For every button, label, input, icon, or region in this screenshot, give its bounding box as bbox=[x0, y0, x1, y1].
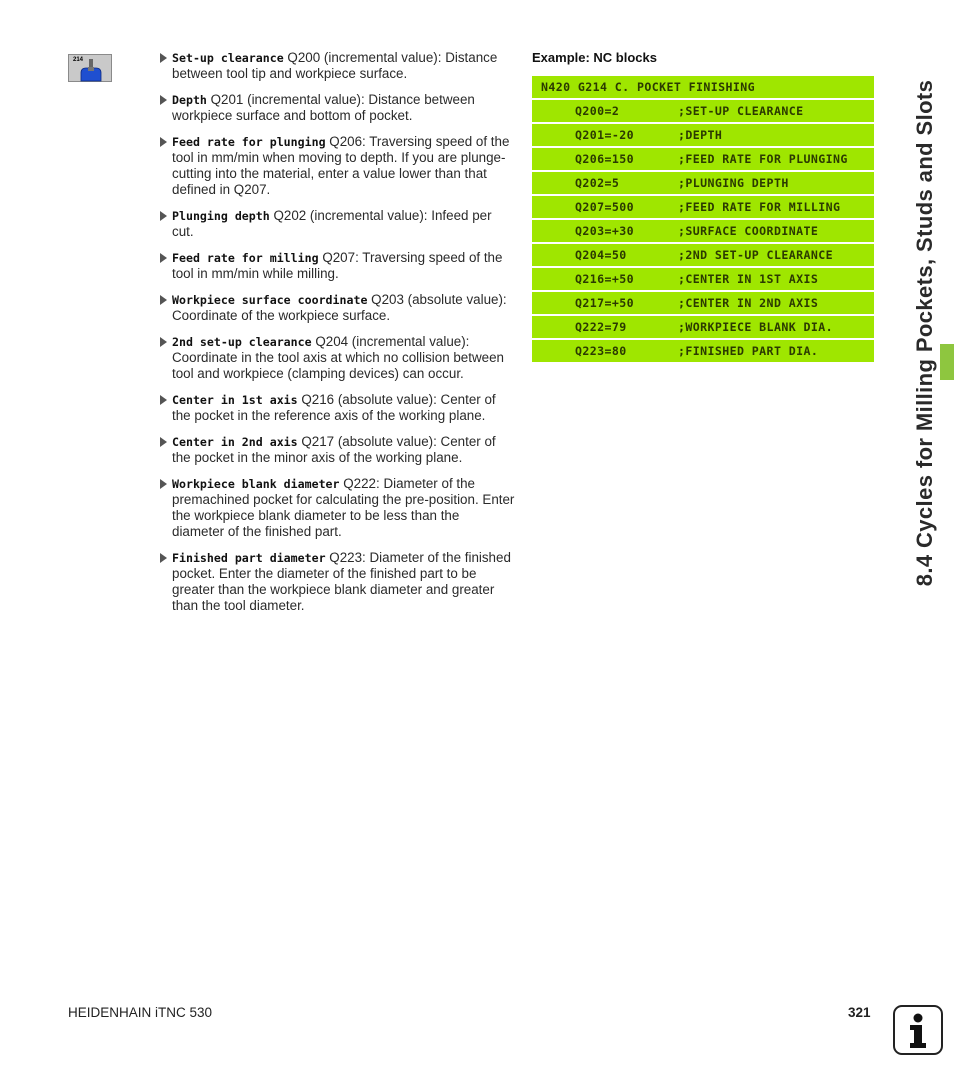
parameter-name: Set-up clearance bbox=[172, 51, 284, 65]
parameter-description: Q207: Traversing speed of the tool in mm/min while milling. bbox=[172, 250, 503, 281]
bullet-arrow-icon bbox=[160, 295, 167, 305]
parameter-description: Q201 (incremental value): Distance between workpiece surface and bottom of pocket. bbox=[172, 92, 475, 123]
parameter-name: Workpiece surface coordinate bbox=[172, 293, 368, 307]
nc-param: Q201=-20 bbox=[575, 128, 635, 142]
cycle-number: 214 bbox=[73, 57, 84, 63]
nc-param: Q202=5 bbox=[575, 176, 620, 190]
parameter-item bbox=[160, 392, 515, 424]
page-number: 321 bbox=[848, 1005, 871, 1020]
nc-param: Q223=80 bbox=[575, 344, 627, 358]
parameter-name: Center in 2nd axis bbox=[172, 435, 298, 449]
nc-param: Q203=+30 bbox=[575, 224, 635, 238]
nc-row bbox=[532, 148, 874, 170]
example-title: Example: NC blocks bbox=[532, 50, 657, 65]
nc-comment: ;2ND SET-UP CLEARANCE bbox=[678, 248, 833, 262]
bullet-arrow-icon bbox=[160, 337, 167, 347]
nc-row bbox=[532, 340, 874, 362]
parameter-description: Q203 (absolute value): Coordinate of the workpiece surface. bbox=[172, 292, 507, 323]
parameter-name: Feed rate for plunging bbox=[172, 135, 326, 149]
nc-block-listing bbox=[532, 76, 874, 364]
nc-comment: ;WORKPIECE BLANK DIA. bbox=[678, 320, 833, 334]
parameter-description: Q216 (absolute value): Center of the pocket in the reference axis of the working plane. bbox=[172, 392, 496, 423]
nc-comment: ;FINISHED PART DIA. bbox=[678, 344, 819, 358]
nc-row bbox=[532, 124, 874, 146]
parameter-item bbox=[160, 250, 515, 282]
parameter-description: Q206: Traversing speed of the tool in mm/min when moving to depth. If you are plunge-cutting into the material, enter a value lower than that defined in Q207. bbox=[172, 134, 510, 197]
nc-comment: ;SURFACE COORDINATE bbox=[678, 224, 819, 238]
bullet-arrow-icon bbox=[160, 211, 167, 221]
parameter-item bbox=[160, 476, 515, 540]
bullet-arrow-icon bbox=[160, 437, 167, 447]
nc-header-text: N420 G214 C. POCKET FINISHING bbox=[541, 80, 756, 94]
parameter-name: Finished part diameter bbox=[172, 551, 326, 565]
pocket-graphic bbox=[69, 55, 113, 83]
nc-comment: ;CENTER IN 1ST AXIS bbox=[678, 272, 819, 286]
parameter-item bbox=[160, 208, 515, 240]
parameter-list bbox=[160, 50, 515, 624]
parameter-name: Plunging depth bbox=[172, 209, 270, 223]
nc-comment: ;PLUNGING DEPTH bbox=[678, 176, 789, 190]
nc-row bbox=[532, 196, 874, 218]
nc-param: Q216=+50 bbox=[575, 272, 635, 286]
nc-param: Q222=79 bbox=[575, 320, 627, 334]
parameter-description: Q204 (incremental value): Coordinate in the tool axis at which no collision between tool and workpiece (clamping devices) can occur. bbox=[172, 334, 504, 381]
parameter-name: 2nd set-up clearance bbox=[172, 335, 312, 349]
pocket-cycle-icon bbox=[68, 54, 112, 82]
nc-row bbox=[532, 220, 874, 242]
parameter-description: Q217 (absolute value): Center of the pocket in the minor axis of the working plane. bbox=[172, 434, 496, 465]
parameter-description: Q222: Diameter of the premachined pocket for calculating the pre-position. Enter the workpiece blank diameter to be less than the diameter of the finished part. bbox=[172, 476, 515, 539]
parameter-item bbox=[160, 50, 515, 82]
nc-param: Q206=150 bbox=[575, 152, 635, 166]
nc-row bbox=[532, 268, 874, 290]
nc-row bbox=[532, 100, 874, 122]
parameter-name: Depth bbox=[172, 93, 207, 107]
footer-product: HEIDENHAIN iTNC 530 bbox=[68, 1005, 213, 1020]
parameter-description: Q202 (incremental value): Infeed per cut. bbox=[172, 208, 492, 239]
parameter-item bbox=[160, 92, 515, 124]
chapter-tab-marker bbox=[940, 344, 954, 380]
bullet-arrow-icon bbox=[160, 137, 167, 147]
nc-comment: ;SET-UP CLEARANCE bbox=[678, 104, 804, 118]
bullet-arrow-icon bbox=[160, 253, 167, 263]
parameter-description: Q223: Diameter of the finished pocket. Enter the diameter of the finished part to be greater than the workpiece blank diameter and greater than the tool diameter. bbox=[172, 550, 511, 613]
parameter-name: Feed rate for milling bbox=[172, 251, 319, 265]
nc-comment: ;FEED RATE FOR PLUNGING bbox=[678, 152, 848, 166]
parameter-name: Center in 1st axis bbox=[172, 393, 298, 407]
nc-param: Q204=50 bbox=[575, 248, 627, 262]
nc-row bbox=[532, 292, 874, 314]
bullet-arrow-icon bbox=[160, 479, 167, 489]
bullet-arrow-icon bbox=[160, 395, 167, 405]
nc-param: Q207=500 bbox=[575, 200, 635, 214]
parameter-item bbox=[160, 134, 515, 198]
parameter-item bbox=[160, 434, 515, 466]
nc-param: Q217=+50 bbox=[575, 296, 635, 310]
parameter-item bbox=[160, 292, 515, 324]
bullet-arrow-icon bbox=[160, 53, 167, 63]
nc-comment: ;DEPTH bbox=[678, 128, 723, 142]
parameter-item bbox=[160, 550, 515, 614]
nc-comment: ;FEED RATE FOR MILLING bbox=[678, 200, 841, 214]
info-icon bbox=[893, 1005, 943, 1055]
bullet-arrow-icon bbox=[160, 553, 167, 563]
parameter-description: Q200 (incremental value): Distance between tool tip and workpiece surface. bbox=[172, 50, 498, 81]
parameter-item bbox=[160, 334, 515, 382]
nc-comment: ;CENTER IN 2ND AXIS bbox=[678, 296, 819, 310]
nc-row bbox=[532, 172, 874, 194]
parameter-name: Workpiece blank diameter bbox=[172, 477, 340, 491]
nc-row bbox=[532, 316, 874, 338]
nc-row bbox=[532, 244, 874, 266]
bullet-arrow-icon bbox=[160, 95, 167, 105]
nc-header-row bbox=[532, 76, 874, 98]
section-title: 8.4 Cycles for Milling Pockets, Studs and Slots bbox=[912, 79, 937, 587]
nc-param: Q200=2 bbox=[575, 104, 620, 118]
